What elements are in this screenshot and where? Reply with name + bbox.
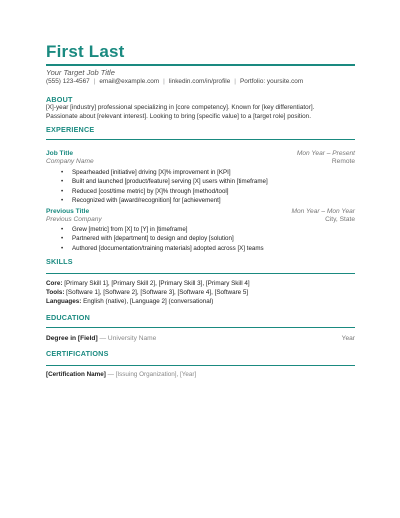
list-item: • Reduced [cost/time metric] by [X]% through [method/tool] xyxy=(72,187,268,196)
job-1-role: Job Title xyxy=(46,150,73,157)
contact-separator: | xyxy=(234,78,236,85)
job-1-company: Company Name xyxy=(46,158,94,165)
portfolio: Portfolio: yoursite.com xyxy=(239,78,304,85)
skills-languages xyxy=(46,298,213,305)
job-2-role: Previous Title xyxy=(46,208,90,215)
school: — University Name xyxy=(97,335,157,342)
contact-line xyxy=(46,78,303,85)
linkedin: linkedin.com/in/profile xyxy=(168,78,231,85)
job-1-location: Remote xyxy=(331,158,355,165)
list-item: • Partnered with [department] to design and deploy [solution] xyxy=(72,234,264,243)
skills-tools-value: [Software 1], [Software 2], [Software 3], [Software 4], [Software 5] xyxy=(66,289,249,296)
education-entry xyxy=(46,335,156,342)
job-2-bullets xyxy=(72,225,264,253)
skills-tools-label: Tools: xyxy=(46,289,65,296)
list-item: • Spearheaded [initiative] driving [X]% improvement in [KPI] xyxy=(72,168,268,177)
education-heading: EDUCATION xyxy=(46,313,90,322)
about-text xyxy=(46,103,356,121)
contact-separator: | xyxy=(93,78,96,85)
skills-core xyxy=(46,280,250,287)
skills-languages-label: Languages: xyxy=(46,298,82,305)
job-2-dates: Mon Year – Mon Year xyxy=(291,208,355,215)
skills-tools xyxy=(46,289,248,296)
education-year: Year xyxy=(341,335,355,342)
certification-name: [Certification Name] xyxy=(46,371,106,378)
degree: Degree in [Field] xyxy=(46,335,98,342)
experience-heading: EXPERIENCE xyxy=(46,125,95,134)
contact-separator: | xyxy=(163,78,165,85)
skills-languages-value: English (native), [Language 2] (conversational) xyxy=(83,298,214,305)
skills-heading: SKILLS xyxy=(46,257,73,266)
job-2-location: City, State xyxy=(325,216,355,223)
list-item: • Built and launched [product/feature] serving [X] users within [timeframe] xyxy=(72,177,268,186)
job-1-bullets xyxy=(72,168,268,205)
header-rule xyxy=(46,64,355,66)
certification-org: — [Issuing Organization], [Year] xyxy=(105,371,197,378)
phone: (555) 123-4567 xyxy=(46,78,90,85)
about-heading: ABOUT xyxy=(46,95,73,104)
skills-core-value: [Primary Skill 1], [Primary Skill 2], [Primary Skill 3], [Primary Skill 4] xyxy=(64,280,250,287)
certifications-heading: CERTIFICATIONS xyxy=(46,349,109,358)
experience-rule xyxy=(46,139,355,140)
target-job-title: Your Target Job Title xyxy=(46,68,115,77)
certification-entry xyxy=(46,371,196,378)
job-2-company: Previous Company xyxy=(46,216,102,223)
list-item: • Grew [metric] from [X] to [Y] in [timeframe] xyxy=(72,225,264,234)
about-line: Passionate about [relevant interest]. Looking to bring [specific value] to a [target role] position. xyxy=(46,113,312,120)
list-item: • Authored [documentation/training materials] adopted across [X] teams xyxy=(72,244,264,253)
skills-rule xyxy=(46,273,355,274)
list-item: • Recognized with [award/recognition] for [achievement] xyxy=(72,196,268,205)
job-1-dates: Mon Year – Present xyxy=(296,150,355,157)
about-line: [X]-year [industry] professional specializing in [core competency]. Known for [key differentiator]. xyxy=(46,104,315,111)
education-rule xyxy=(46,327,355,328)
certifications-rule xyxy=(46,365,355,366)
email: email@example.com xyxy=(99,78,160,85)
skills-core-label: Core: xyxy=(46,280,63,287)
full-name: First Last xyxy=(46,42,125,61)
